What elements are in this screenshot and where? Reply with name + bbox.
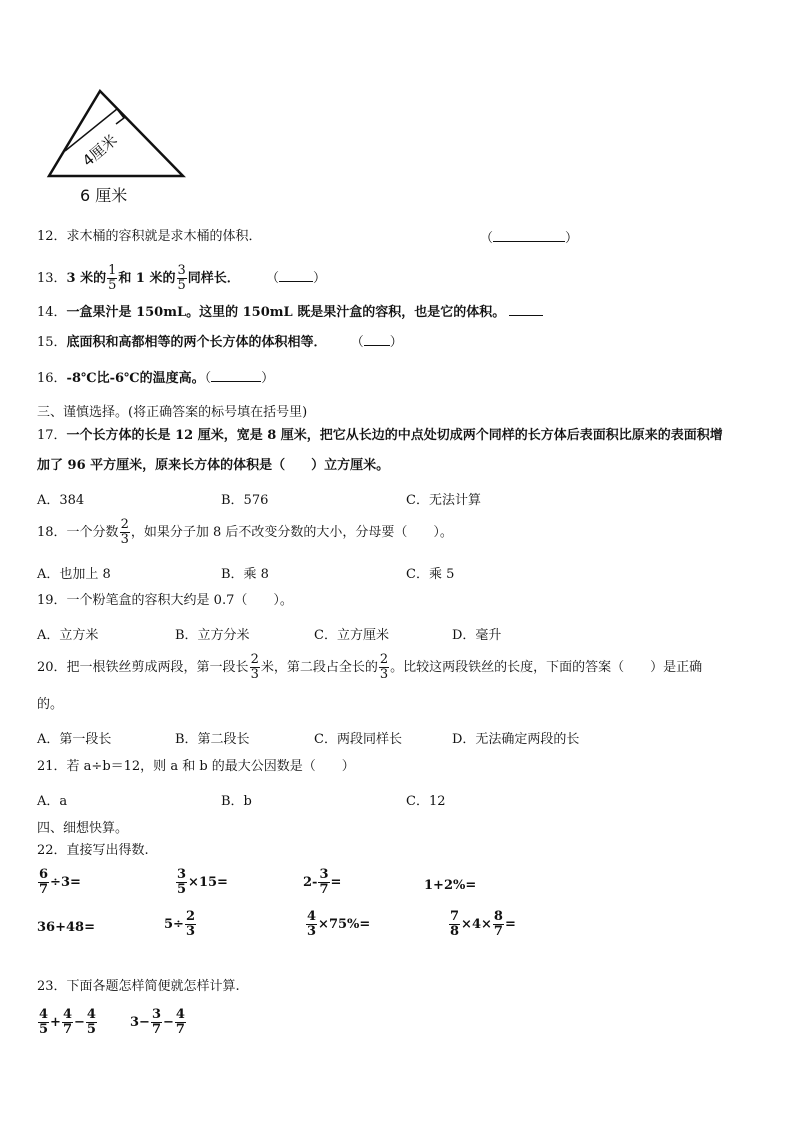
option-c[interactable]: C．两段同样长	[314, 732, 402, 747]
option-a[interactable]: A．也加上 8	[37, 567, 111, 582]
answer-blank[interactable]	[509, 303, 543, 316]
option-b[interactable]: B．b	[221, 794, 252, 809]
question-22: 22．直接写出得数.	[37, 843, 149, 858]
calc-item-5: 36+48=	[37, 920, 95, 935]
question-13: 13．3 米的 $\frac{1}{5}$ 和 1 米的 $\frac{3}{5}$ 同样长． （ ）	[37, 263, 326, 293]
option-d[interactable]: D．无法确定两段的长	[452, 732, 580, 747]
base-length-label: 6 厘米	[80, 186, 128, 205]
fraction: $\frac{2}{3}$	[379, 652, 389, 682]
question-20-line-2: 的。	[37, 697, 64, 712]
answer-blank[interactable]	[211, 369, 261, 382]
side-length-label: 4厘米	[79, 130, 121, 171]
question-23: 23．下面各题怎样简便就怎样计算.	[37, 979, 240, 994]
section-3-title: 三、谨慎选择。(将正确答案的标号填在括号里)	[37, 405, 308, 420]
section-4-title: 四、细想快算。	[37, 821, 129, 836]
option-b[interactable]: B．乘 8	[221, 567, 269, 582]
fraction: $\frac{2}{3}$	[250, 652, 259, 682]
calc-item-2: $\frac{3}{5}$ ×15=	[177, 867, 228, 897]
option-a[interactable]: A．384	[37, 493, 85, 508]
option-c[interactable]: C．无法计算	[406, 493, 481, 508]
question-19: 19．一个粉笔盒的容积大约是 0.7（ ）。	[37, 593, 293, 608]
question-14: 14．一盒果汁是 150mL。这里的 150mL 既是果汁盒的容积，也是它的体积。	[37, 303, 543, 321]
fraction: $\frac{3}{5}$	[177, 263, 186, 293]
question-12: 12．求木桶的容积就是求木桶的体积． （ ）	[37, 229, 579, 246]
calc-item-8: $\frac{7}{8}$ ×4× $\frac{8}{7}$ =	[450, 909, 516, 939]
fraction: $\frac{2}{3}$	[120, 517, 129, 547]
question-17-line-2: 加了 96 平方厘米，原来长方体的体积是（ ）立方厘米。	[37, 458, 390, 473]
calc-item-7: $\frac{4}{3}$ ×75%=	[307, 909, 371, 939]
option-b[interactable]: B．第二段长	[175, 732, 250, 747]
question-21: 21．若 a÷b＝12，则 a 和 b 的最大公因数是（ ）	[37, 759, 355, 774]
answer-blank[interactable]	[364, 333, 390, 346]
calc-item-1: $\frac{6}{7}$ ÷3=	[39, 867, 81, 897]
question-17-line-1: 17．一个长方体的长是 12 厘米，宽是 8 厘米，把它从长边的中点处切成两个同样的长方体后表面积比原来的表面积增	[37, 428, 723, 443]
option-a[interactable]: A．第一段长	[37, 732, 112, 747]
option-a[interactable]: A．立方米	[37, 628, 99, 643]
option-d[interactable]: D．毫升	[452, 628, 502, 643]
option-a[interactable]: A．a	[37, 794, 68, 809]
triangle-shape	[49, 91, 183, 176]
option-c[interactable]: C．立方厘米	[314, 628, 389, 643]
simplify-item-1: $\frac{4}{5}$ + $\frac{4}{7}$ − $\frac{4}{5}$	[39, 1007, 96, 1037]
answer-blank[interactable]	[279, 269, 313, 282]
option-c[interactable]: C．12	[406, 794, 446, 809]
calc-item-3: 2- $\frac{3}{7}$ =	[303, 867, 342, 897]
calc-item-4: 1+2%=	[424, 878, 477, 893]
question-18: 18．一个分数 $\frac{2}{3}$ ，如果分子加 8 后不改变分数的大小，分母要（ ）。	[37, 517, 453, 547]
triangle-figure	[40, 85, 200, 210]
calc-item-6: 5÷ $\frac{2}{3}$	[164, 909, 195, 939]
question-20-line-1: 20．把一根铁丝剪成两段，第一段长 $\frac{2}{3}$ 米，第二段占全长的 $\frac{2}{3}$ 。比较这两段铁丝的长度，下面的答案（ ）是正确	[37, 652, 703, 682]
simplify-item-2: 3− $\frac{3}{7}$ − $\frac{4}{7}$	[130, 1007, 185, 1037]
question-16: 16．-8℃比-6℃的温度高。（ ）	[37, 371, 275, 386]
question-15: 15．底面积和高都相等的两个长方体的体积相等． （ ）	[37, 335, 403, 350]
option-b[interactable]: B．立方分米	[175, 628, 250, 643]
answer-blank[interactable]	[493, 229, 565, 242]
option-c[interactable]: C．乘 5	[406, 567, 455, 582]
option-b[interactable]: B．576	[221, 493, 269, 508]
fraction: $\frac{1}{5}$	[108, 263, 117, 293]
